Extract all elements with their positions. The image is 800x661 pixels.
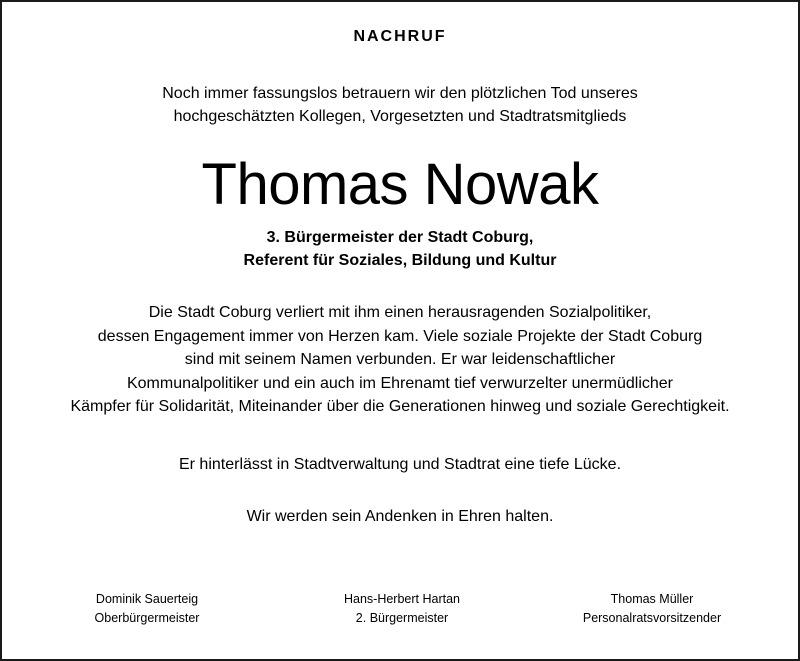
tribute-paragraph: [2, 301, 798, 419]
intro-line: hochgeschätzten Kollegen, Vorgesetzten und Stadtratsmitglieds: [173, 108, 627, 125]
signatory-name: Dominik Sauerteig: [95, 592, 199, 606]
tribute-line: Die Stadt Coburg verliert mit ihm einen herausragenden Sozialpolitiker,: [148, 304, 652, 321]
intro-paragraph: [2, 82, 798, 128]
signatory-title: 2. Bürgermeister: [355, 611, 449, 625]
tribute-line: sind mit seinem Namen verbunden. Er war leidenschaftlicher: [184, 351, 616, 368]
signature-mueller: [532, 590, 772, 628]
role-line: 3. Bürgermeister der Stadt Coburg,: [266, 229, 534, 246]
deceased-name: Thomas Nowak: [201, 152, 599, 217]
signature-sauerteig: [27, 590, 267, 628]
signature-hartan: [282, 590, 522, 628]
intro-line: Noch immer fassungslos betrauern wir den plötzlichen Tod unseres: [162, 85, 638, 102]
role-line: Referent für Soziales, Bildung und Kultur: [243, 252, 557, 269]
tribute-line: Kommunalpolitiker und ein auch im Ehrenamt tief verwurzelter unermüdlicher: [126, 374, 674, 392]
notice-heading: NACHRUF: [353, 28, 447, 45]
signature-block: [2, 590, 798, 630]
loss-statement: Er hinterlässt in Stadtverwaltung und Stadtrat eine tiefe Lücke.: [178, 456, 622, 473]
tribute-line: dessen Engagement immer von Herzen kam. Viele soziale Projekte der Stadt Coburg: [97, 327, 703, 345]
signatory-title: Personalratsvorsitzender: [582, 611, 722, 625]
signatory-name: Thomas Müller: [610, 592, 694, 606]
signatory-name: Hans-Herbert Hartan: [343, 592, 460, 606]
tribute-line: Kämpfer für Solidarität, Miteinander über die Generationen hinweg und soziale Gerechtigkeit.: [70, 398, 730, 415]
memory-statement: Wir werden sein Andenken in Ehren halten.: [246, 508, 554, 525]
deceased-roles: [2, 226, 798, 272]
signatory-title: Oberbürgermeister: [94, 611, 200, 625]
